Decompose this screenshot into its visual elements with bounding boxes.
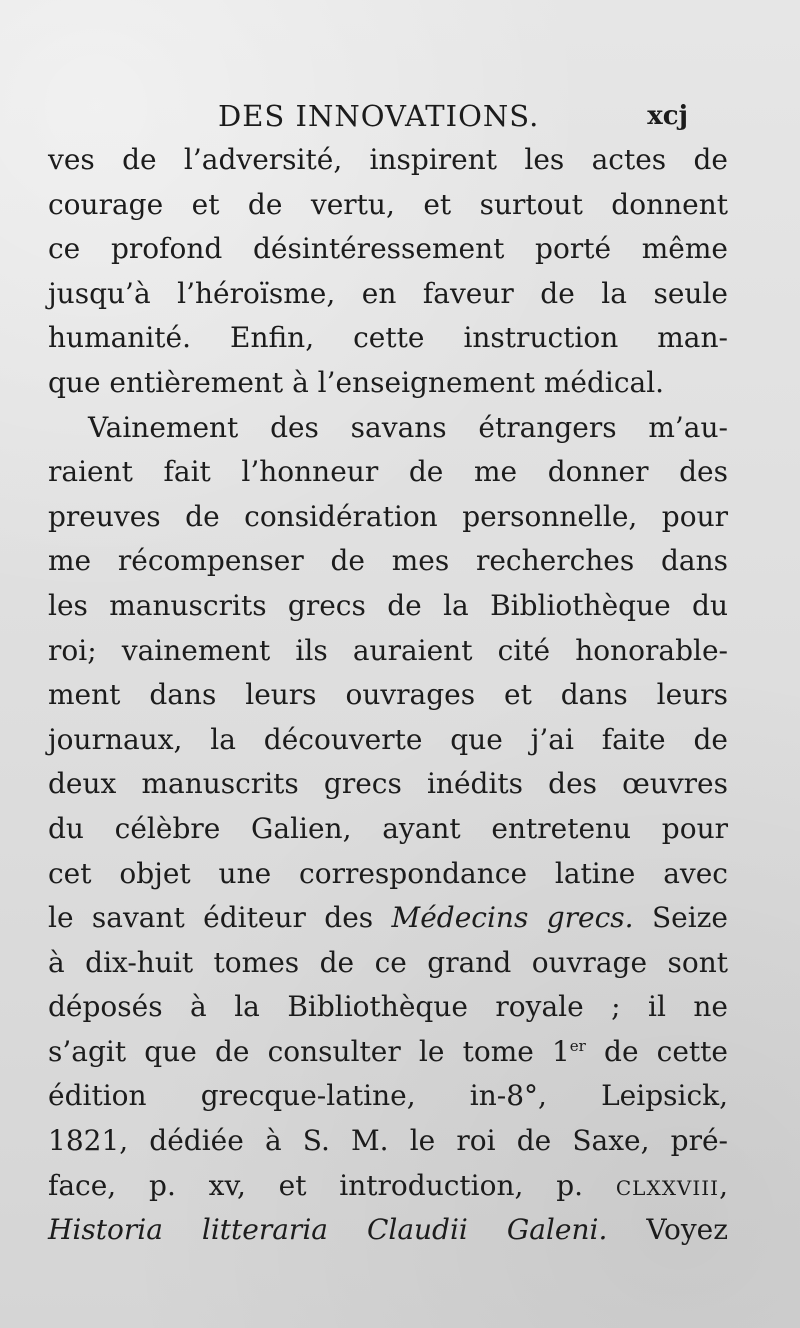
text-line: deux manuscrits grecs inédits des œuvres xyxy=(48,767,728,801)
text-line: Vainement des savans étrangers m’au- xyxy=(88,410,728,444)
text-segment: de cette xyxy=(585,1034,728,1068)
page-header xyxy=(48,96,688,136)
page-number: xcj xyxy=(647,101,688,131)
text-line xyxy=(48,1208,728,1253)
text-line: du célèbre Galien, ayant entretenu pour xyxy=(48,811,728,845)
text-line: que entièrement à l’enseignement médical. xyxy=(48,365,665,399)
text-line xyxy=(48,896,728,941)
text-segment: s’agit que de consulter le tome 1 xyxy=(48,1034,570,1068)
text-line xyxy=(48,1164,728,1209)
text-line: 1821, dédiée à S. M. le roi de Saxe, pré- xyxy=(48,1124,728,1158)
text-line: cet objet une correspondance latine avec xyxy=(48,856,728,890)
text-segment: Seize xyxy=(633,901,728,935)
text-line: jusqu’à l’héroïsme, en faveur de la seule xyxy=(48,276,728,310)
text-line: roi; vainement ils auraient cité honorable- xyxy=(48,633,728,667)
text-line: ce profond désintéressement porté même xyxy=(48,232,728,266)
text-line: à dix-huit tomes de ce grand ouvrage sont xyxy=(48,945,728,979)
text-segment: Voyez xyxy=(607,1213,728,1247)
text-line: édition grecque-latine, in-8°, Leipsick, xyxy=(48,1079,728,1113)
text-segment: le savant éditeur des xyxy=(48,901,392,935)
italic-title: Historia litteraria Claudii Galeni. xyxy=(48,1213,608,1247)
text-line xyxy=(48,1030,728,1075)
text-segment: , xyxy=(719,1168,728,1202)
text-segment: face, p. xv, et introduction, p. xyxy=(48,1168,616,1202)
italic-title: Médecins grecs. xyxy=(391,901,634,935)
superscript: er xyxy=(569,1036,586,1055)
body-text xyxy=(48,138,728,1253)
text-line: ment dans leurs ouvrages et dans leurs xyxy=(48,678,728,712)
running-title: DES INNOVATIONS. xyxy=(218,99,540,133)
text-line: me récompenser de mes recherches dans xyxy=(48,544,728,578)
roman-numeral: CLXXVIII xyxy=(615,1175,720,1200)
text-line: déposés à la Bibliothèque royale ; il ne xyxy=(48,990,728,1024)
text-line: preuves de considération personnelle, pour xyxy=(48,499,728,533)
text-line: raient fait l’honneur de me donner des xyxy=(48,455,728,489)
text-line: humanité. Enfin, cette instruction man- xyxy=(48,321,728,355)
text-line: journaux, la découverte que j’ai faite de xyxy=(48,722,728,756)
text-line: les manuscrits grecs de la Bibliothèque du xyxy=(48,588,728,622)
text-line: courage et de vertu, et surtout donnent xyxy=(48,187,728,221)
text-line: ves de l’adversité, inspirent les actes de xyxy=(48,143,728,176)
